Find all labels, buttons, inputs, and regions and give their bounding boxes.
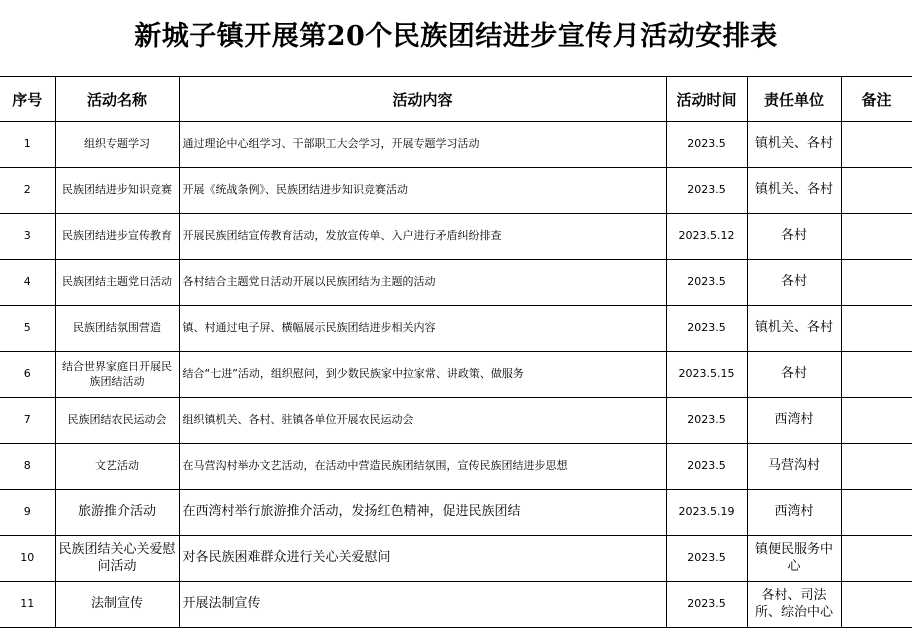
header-no: 序号 [0, 77, 55, 122]
header-activity-name: 活动名称 [55, 77, 179, 122]
cell-activity-content: 结合“七进”活动，组织慰问，到少数民族家中拉家常、讲政策、做服务 [179, 352, 666, 398]
cell-remark [841, 214, 912, 260]
cell-activity-name: 结合世界家庭日开展民族团结活动 [55, 352, 179, 398]
cell-activity-content: 镇、村通过电子屏、横幅展示民族团结进步相关内容 [179, 306, 666, 352]
cell-activity-time: 2023.5 [666, 444, 747, 490]
cell-activity-name: 民族团结关心关爱慰问活动 [55, 536, 179, 582]
cell-responsible-unit: 各村、司法所、综治中心 [747, 582, 841, 628]
cell-activity-name: 法制宣传 [55, 582, 179, 628]
cell-responsible-unit: 各村 [747, 352, 841, 398]
cell-activity-name: 民族团结氛围营造 [55, 306, 179, 352]
cell-remark [841, 306, 912, 352]
cell-no: 8 [0, 444, 55, 490]
cell-activity-content: 开展民族团结宣传教育活动，发放宣传单、入户进行矛盾纠纷排查 [179, 214, 666, 260]
cell-activity-time: 2023.5 [666, 306, 747, 352]
cell-no: 3 [0, 214, 55, 260]
table-row [0, 352, 912, 398]
cell-remark [841, 260, 912, 306]
cell-activity-content: 对各民族困难群众进行关心关爱慰问 [179, 536, 666, 582]
cell-remark [841, 444, 912, 490]
cell-activity-content: 在马营沟村举办文艺活动，在活动中营造民族团结氛围，宣传民族团结进步思想 [179, 444, 666, 490]
cell-activity-time: 2023.5 [666, 260, 747, 306]
table-row [0, 122, 912, 168]
cell-activity-name: 文艺活动 [55, 444, 179, 490]
cell-responsible-unit: 西湾村 [747, 490, 841, 536]
cell-activity-content: 在西湾村举行旅游推介活动，发扬红色精神，促进民族团结 [179, 490, 666, 536]
cell-no: 6 [0, 352, 55, 398]
cell-activity-time: 2023.5 [666, 168, 747, 214]
cell-activity-time: 2023.5 [666, 536, 747, 582]
table-row [0, 582, 912, 628]
cell-responsible-unit: 各村 [747, 214, 841, 260]
header-remark: 备注 [841, 77, 912, 122]
cell-responsible-unit: 各村 [747, 260, 841, 306]
header-activity-content: 活动内容 [179, 77, 666, 122]
cell-responsible-unit: 镇机关、各村 [747, 122, 841, 168]
cell-responsible-unit: 西湾村 [747, 398, 841, 444]
table-row [0, 490, 912, 536]
cell-activity-content: 开展法制宣传 [179, 582, 666, 628]
cell-activity-name: 民族团结主题党日活动 [55, 260, 179, 306]
cell-activity-content: 开展《统战条例》、民族团结进步知识竞赛活动 [179, 168, 666, 214]
table-row [0, 398, 912, 444]
cell-activity-time: 2023.5 [666, 122, 747, 168]
table-row [0, 260, 912, 306]
table-header-row [0, 77, 912, 122]
cell-activity-content: 各村结合主题党日活动开展以民族团结为主题的活动 [179, 260, 666, 306]
cell-activity-content: 组织镇机关、各村、驻镇各单位开展农民运动会 [179, 398, 666, 444]
activity-schedule-table [0, 76, 912, 628]
cell-no: 4 [0, 260, 55, 306]
header-responsible-unit: 责任单位 [747, 77, 841, 122]
header-activity-time: 活动时间 [666, 77, 747, 122]
table-row [0, 306, 912, 352]
cell-no: 9 [0, 490, 55, 536]
cell-responsible-unit: 马营沟村 [747, 444, 841, 490]
table-row [0, 536, 912, 582]
cell-activity-name: 民族团结进步知识竞赛 [55, 168, 179, 214]
document-title: 新城子镇开展第20个民族团结进步宣传月活动安排表 [134, 21, 778, 52]
cell-activity-content: 通过理论中心组学习、干部职工大会学习，开展专题学习活动 [179, 122, 666, 168]
cell-responsible-unit: 镇机关、各村 [747, 168, 841, 214]
cell-remark [841, 122, 912, 168]
cell-activity-name: 旅游推介活动 [55, 490, 179, 536]
cell-responsible-unit: 镇便民服务中心 [747, 536, 841, 582]
cell-remark [841, 490, 912, 536]
cell-remark [841, 582, 912, 628]
cell-remark [841, 352, 912, 398]
cell-remark [841, 168, 912, 214]
cell-activity-time: 2023.5.12 [666, 214, 747, 260]
cell-activity-time: 2023.5.15 [666, 352, 747, 398]
cell-activity-name: 民族团结农民运动会 [55, 398, 179, 444]
cell-no: 2 [0, 168, 55, 214]
table-row [0, 168, 912, 214]
cell-no: 1 [0, 122, 55, 168]
cell-activity-time: 2023.5 [666, 582, 747, 628]
cell-no: 5 [0, 306, 55, 352]
cell-activity-time: 2023.5 [666, 398, 747, 444]
cell-activity-name: 民族团结进步宣传教育 [55, 214, 179, 260]
cell-remark [841, 398, 912, 444]
cell-activity-name: 组织专题学习 [55, 122, 179, 168]
cell-activity-time: 2023.5.19 [666, 490, 747, 536]
cell-responsible-unit: 镇机关、各村 [747, 306, 841, 352]
cell-no: 11 [0, 582, 55, 628]
cell-no: 10 [0, 536, 55, 582]
cell-remark [841, 536, 912, 582]
table-row [0, 214, 912, 260]
cell-no: 7 [0, 398, 55, 444]
table-row [0, 444, 912, 490]
